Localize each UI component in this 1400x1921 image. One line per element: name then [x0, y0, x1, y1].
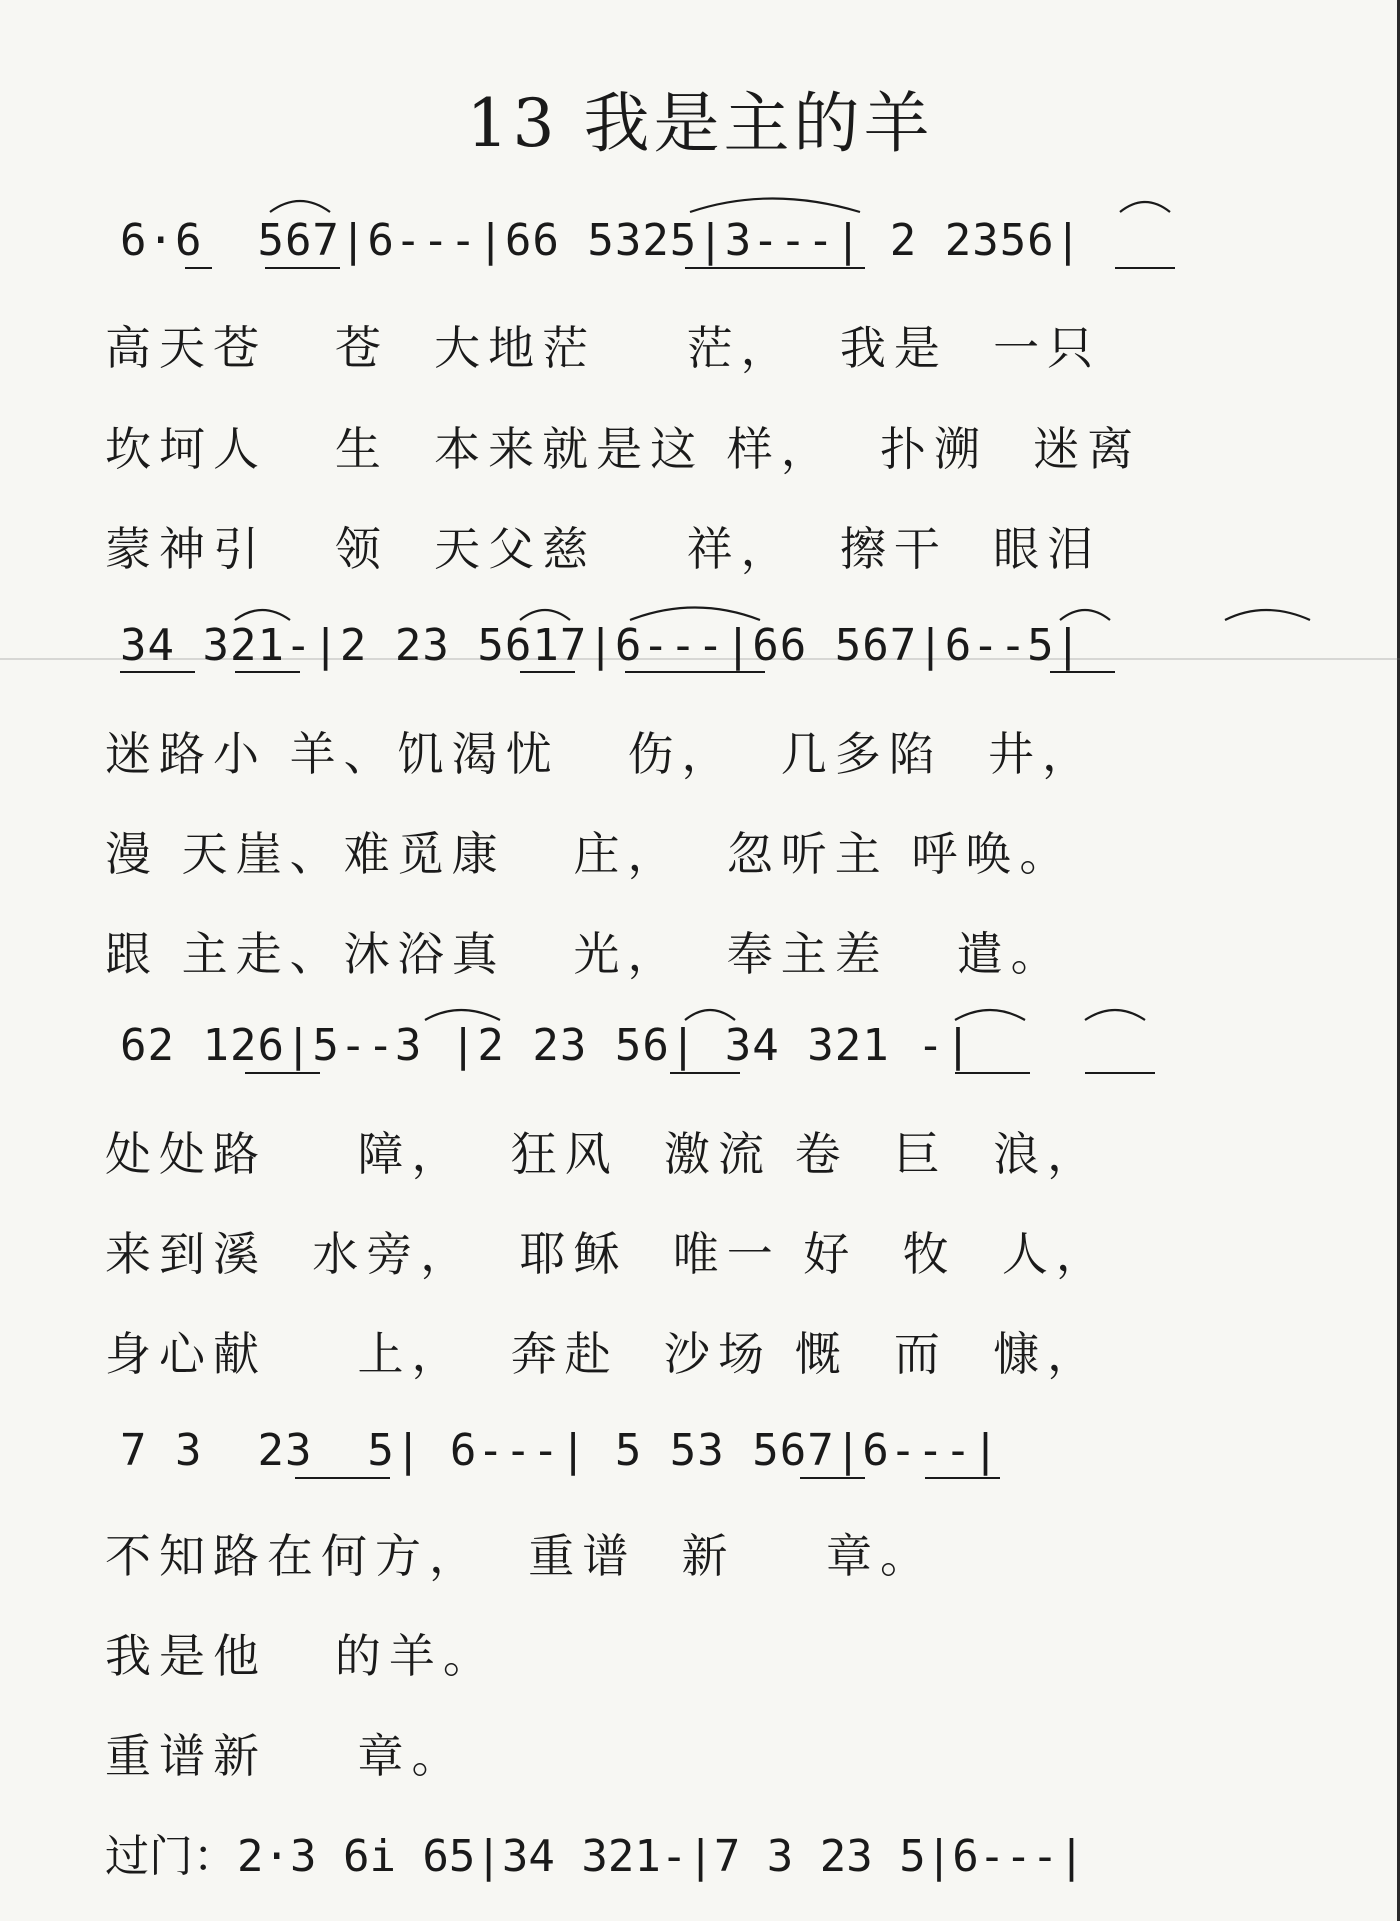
slur-mark — [1120, 202, 1170, 212]
song-title: 13 我是主的羊 — [466, 85, 934, 162]
slur-mark — [1225, 610, 1310, 620]
lyric-line-4-verse-2: 我是他 的羊。 — [105, 1629, 497, 1683]
interlude-line — [105, 1820, 1085, 1884]
slur-mark — [690, 199, 860, 213]
slur-mark — [685, 1010, 735, 1020]
slur-mark — [425, 1010, 500, 1020]
slur-mark — [520, 610, 570, 620]
interlude-notes: 2·3 6i 65|34 321-|7 3 23 5|6---| — [237, 1831, 1085, 1882]
lyric-line-1-verse-2: 坎坷人 生 本来就是这 样， 扑溯 迷离 — [105, 422, 1142, 476]
slur-mark — [1085, 1010, 1145, 1020]
notation-line-2: 34 321-|2 23 5617|6---|66 567|6--5| — [120, 620, 1083, 671]
lyric-line-1-verse-1: 高天苍 苍 大地茫 茫， 我是 一只 — [105, 321, 1102, 375]
slur-mark — [235, 610, 290, 620]
notation-line-3: 62 126|5--3 |2 23 56| 34 321 -| — [120, 1020, 973, 1071]
lyric-line-2-verse-2: 漫 天崖、难觅康 庄， 忽听主 呼唤。 — [105, 827, 1074, 881]
lyric-line-2-verse-3: 跟 主走、沐浴真 光， 奉主差 遣。 — [105, 927, 1065, 981]
interlude-label: 过门： — [105, 1831, 237, 1882]
lyric-line-2-verse-1: 迷路小 羊、饥渴忧 伤， 几多陷 井， — [105, 727, 1096, 781]
lyric-line-3-verse-2: 来到溪 水旁， 耶稣 唯一 好 牧 人， — [105, 1227, 1110, 1281]
notation-line-1: 6·6 567|6---|66 5325|3---| 2 2356| — [120, 215, 1083, 266]
lyric-line-1-verse-3: 蒙神引 领 天父慈 祥， 擦干 眼泪 — [105, 522, 1102, 576]
lyric-line-3-verse-3: 身心献 上， 奔赴 沙场 慨 而 慷， — [105, 1327, 1102, 1381]
slur-mark — [630, 608, 760, 621]
lyric-line-4-verse-1: 不知路在何方， 重谱 新 章。 — [105, 1529, 934, 1583]
slur-mark — [955, 1010, 1025, 1020]
slur-mark — [270, 201, 330, 212]
lyric-line-3-verse-1: 处处路 障， 狂风 激流 卷 巨 浪， — [105, 1127, 1102, 1181]
slur-mark — [1060, 610, 1110, 620]
notation-line-4: 7 3 23 5| 6---| 5 53 567|6---| — [120, 1425, 1000, 1476]
lyric-line-4-verse-3: 重谱新 章。 — [105, 1729, 466, 1783]
